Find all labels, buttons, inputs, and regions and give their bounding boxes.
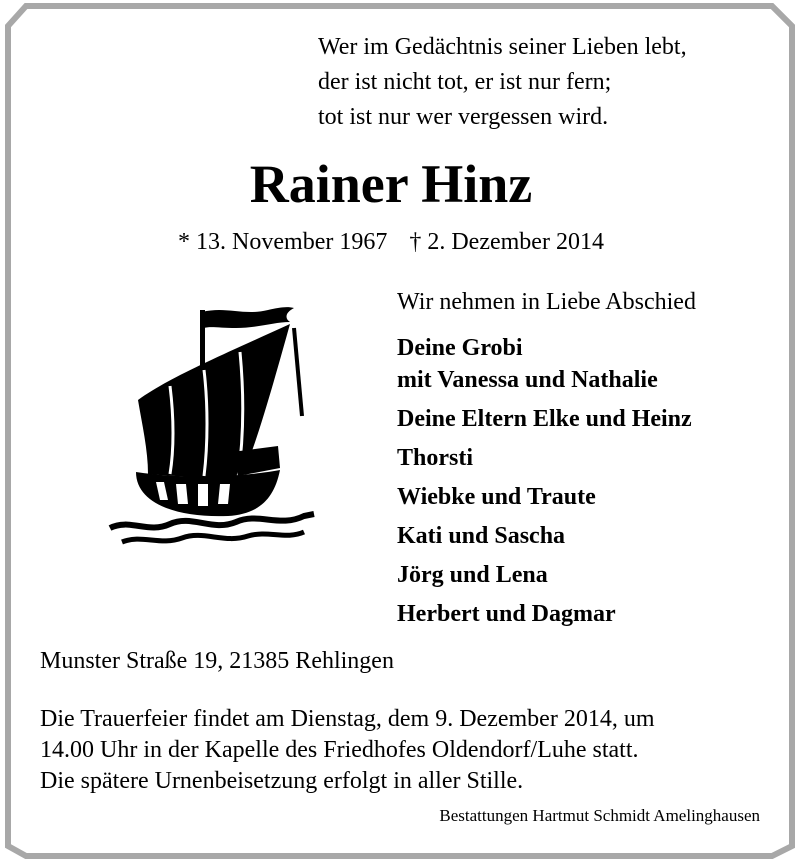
life-dates (0, 226, 782, 258)
poem-line: Wer im Gedächtnis seiner Lieben lebt, (318, 34, 687, 60)
sailing-ship-icon (108, 304, 322, 548)
poem (318, 30, 687, 135)
mourner-entry: Wiebke und Traute (397, 484, 596, 510)
deceased-name: Rainer Hinz (249, 154, 533, 214)
mourner-entry: mit Vanessa und Nathalie (397, 367, 658, 393)
mourner-entry: Kati und Sascha (397, 523, 566, 549)
birth-date: * 13. November 1967 (178, 229, 388, 255)
funeral-line: Die spätere Urnenbeisetzung erfolgt in aller Stille. (40, 768, 524, 794)
funeral-line: Die Trauerfeier findet am Dienstag, dem 9. Dezember 2014, um (40, 706, 655, 732)
mourner-entry: Herbert und Dagmar (397, 601, 616, 627)
farewell-intro: Wir nehmen in Liebe Abschied (397, 289, 696, 315)
family-address: Munster Straße 19, 21385 Rehlingen (40, 648, 394, 674)
funeral-notice (40, 704, 654, 797)
mourner-entry: Thorsti (397, 445, 474, 471)
funeral-line: 14.00 Uhr in der Kapelle des Friedhofes Oldendorf/Luhe statt. (40, 737, 639, 763)
death-date: † 2. Dezember 2014 (409, 229, 604, 255)
poem-line: der ist nicht tot, er ist nur fern; (318, 69, 612, 95)
mourner-entry: Deine Eltern Elke und Heinz (397, 406, 692, 432)
poem-line: tot ist nur wer vergessen wird. (318, 104, 609, 130)
undertaker-credit: Bestattungen Hartmut Schmidt Amelinghausen (439, 806, 760, 825)
mourners-list (397, 283, 696, 634)
mourner-entry: Jörg und Lena (397, 562, 548, 588)
mourner-entry: Deine Grobi (397, 335, 523, 361)
